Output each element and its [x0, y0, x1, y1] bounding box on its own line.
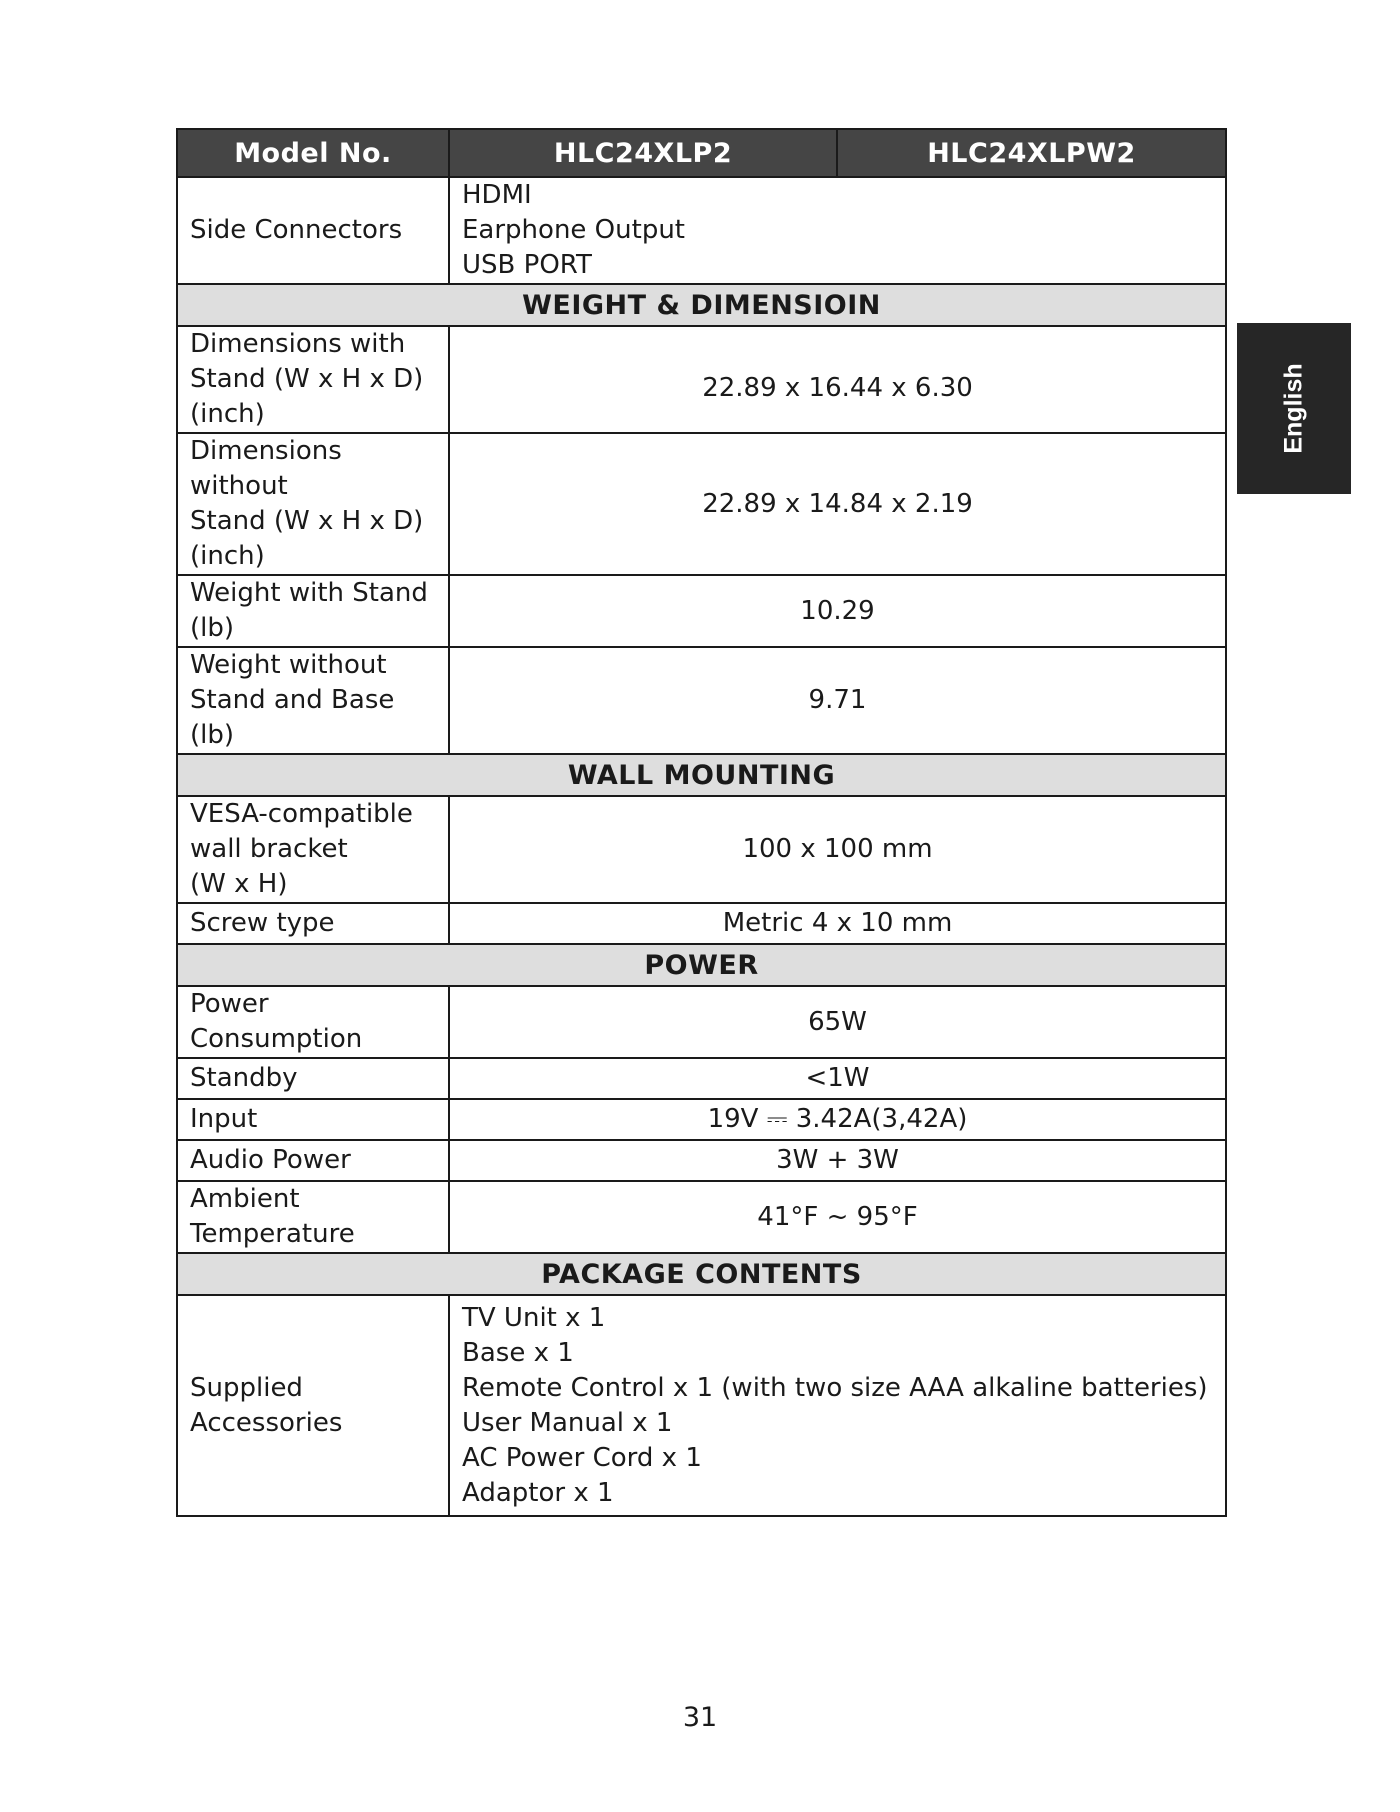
label-line: Stand and Base (lb) [190, 685, 395, 750]
header-row [177, 129, 1226, 177]
spec-value: 22.89 x 14.84 x 2.19 [449, 433, 1226, 575]
spec-row [177, 796, 1226, 903]
package-item: Adaptor x 1 [462, 1477, 614, 1508]
wall-mounting-section [177, 754, 1226, 796]
spec-row [177, 1140, 1226, 1181]
spec-value: 3W + 3W [449, 1140, 1226, 1181]
label-line: wall bracket [190, 834, 348, 864]
spec-row [177, 1181, 1226, 1253]
spec-label [177, 326, 449, 433]
spec-row [177, 326, 1226, 433]
connector-item: HDMI [462, 180, 532, 210]
model-a-header: HLC24XLP2 [449, 129, 837, 177]
side-connectors-label: Side Connectors [177, 177, 449, 284]
spec-row [177, 1099, 1226, 1140]
spec-label [177, 796, 449, 903]
package-items [449, 1295, 1226, 1516]
label-line: (lb) [190, 613, 235, 643]
spec-row [177, 903, 1226, 944]
package-item: User Manual x 1 [462, 1407, 673, 1438]
spec-value: 22.89 x 16.44 x 6.30 [449, 326, 1226, 433]
section-title: POWER [177, 944, 1226, 986]
model-b-header: HLC24XLPW2 [837, 129, 1226, 177]
label-line: VESA-compatible [190, 799, 413, 829]
spec-value: 41°F ~ 95°F [449, 1181, 1226, 1253]
label-line: Dimensions with [190, 329, 406, 359]
page-number: 31 [682, 1702, 718, 1733]
package-item: AC Power Cord x 1 [462, 1442, 702, 1473]
spec-value: <1W [449, 1058, 1226, 1099]
section-title: PACKAGE CONTENTS [177, 1253, 1226, 1295]
spec-row [177, 1058, 1226, 1099]
spec-row [177, 647, 1226, 754]
spec-row [177, 575, 1226, 647]
label-line: Stand (W x H x D) [190, 506, 424, 536]
spec-value: Metric 4 x 10 mm [449, 903, 1226, 944]
package-item: Base x 1 [462, 1337, 574, 1368]
connector-item: Earphone Output [462, 215, 685, 245]
connector-item: USB PORT [462, 250, 592, 280]
spec-row [177, 986, 1226, 1058]
power-section [177, 944, 1226, 986]
spec-label: Power Consumption [177, 986, 449, 1058]
label-line: Dimensions without [190, 436, 342, 501]
spec-value: 9.71 [449, 647, 1226, 754]
spec-label [177, 1181, 449, 1253]
package-contents-section [177, 1253, 1226, 1295]
spec-table [176, 128, 1227, 1517]
label-line: Stand (W x H x D) [190, 364, 424, 394]
spec-row [177, 1295, 1226, 1516]
weight-dimension-section [177, 284, 1226, 326]
spec-value: 10.29 [449, 575, 1226, 647]
spec-label: Input [177, 1099, 449, 1140]
side-connectors-values [449, 177, 1226, 284]
language-label: English [1279, 363, 1308, 454]
spec-value: 100 x 100 mm [449, 796, 1226, 903]
spec-label: Supplied Accessories [177, 1295, 449, 1516]
model-no-header: Model No. [177, 129, 449, 177]
spec-row [177, 433, 1226, 575]
spec-label: Screw type [177, 903, 449, 944]
label-line: (W x H) [190, 869, 288, 899]
label-line: Weight without [190, 650, 387, 680]
package-item: Remote Control x 1 (with two size AAA alkaline batteries) [462, 1372, 1208, 1403]
spec-label [177, 433, 449, 575]
package-item: TV Unit x 1 [462, 1302, 606, 1333]
label-line: (inch) [190, 399, 265, 429]
spec-label [177, 575, 449, 647]
spec-value: 65W [449, 986, 1226, 1058]
spec-label [177, 647, 449, 754]
spec-label: Audio Power [177, 1140, 449, 1181]
language-tab [1237, 323, 1351, 494]
label-line: Weight with Stand [190, 578, 428, 608]
section-title: WALL MOUNTING [177, 754, 1226, 796]
label-line: (inch) [190, 541, 265, 571]
spec-label: Standby [177, 1058, 449, 1099]
section-title: WEIGHT & DIMENSIOIN [177, 284, 1226, 326]
side-connectors-row [177, 177, 1226, 284]
spec-value: 19V ⎓ 3.42A(3,42A) [449, 1099, 1226, 1140]
label-line: Temperature [190, 1219, 355, 1249]
label-line: Ambient [190, 1184, 300, 1214]
